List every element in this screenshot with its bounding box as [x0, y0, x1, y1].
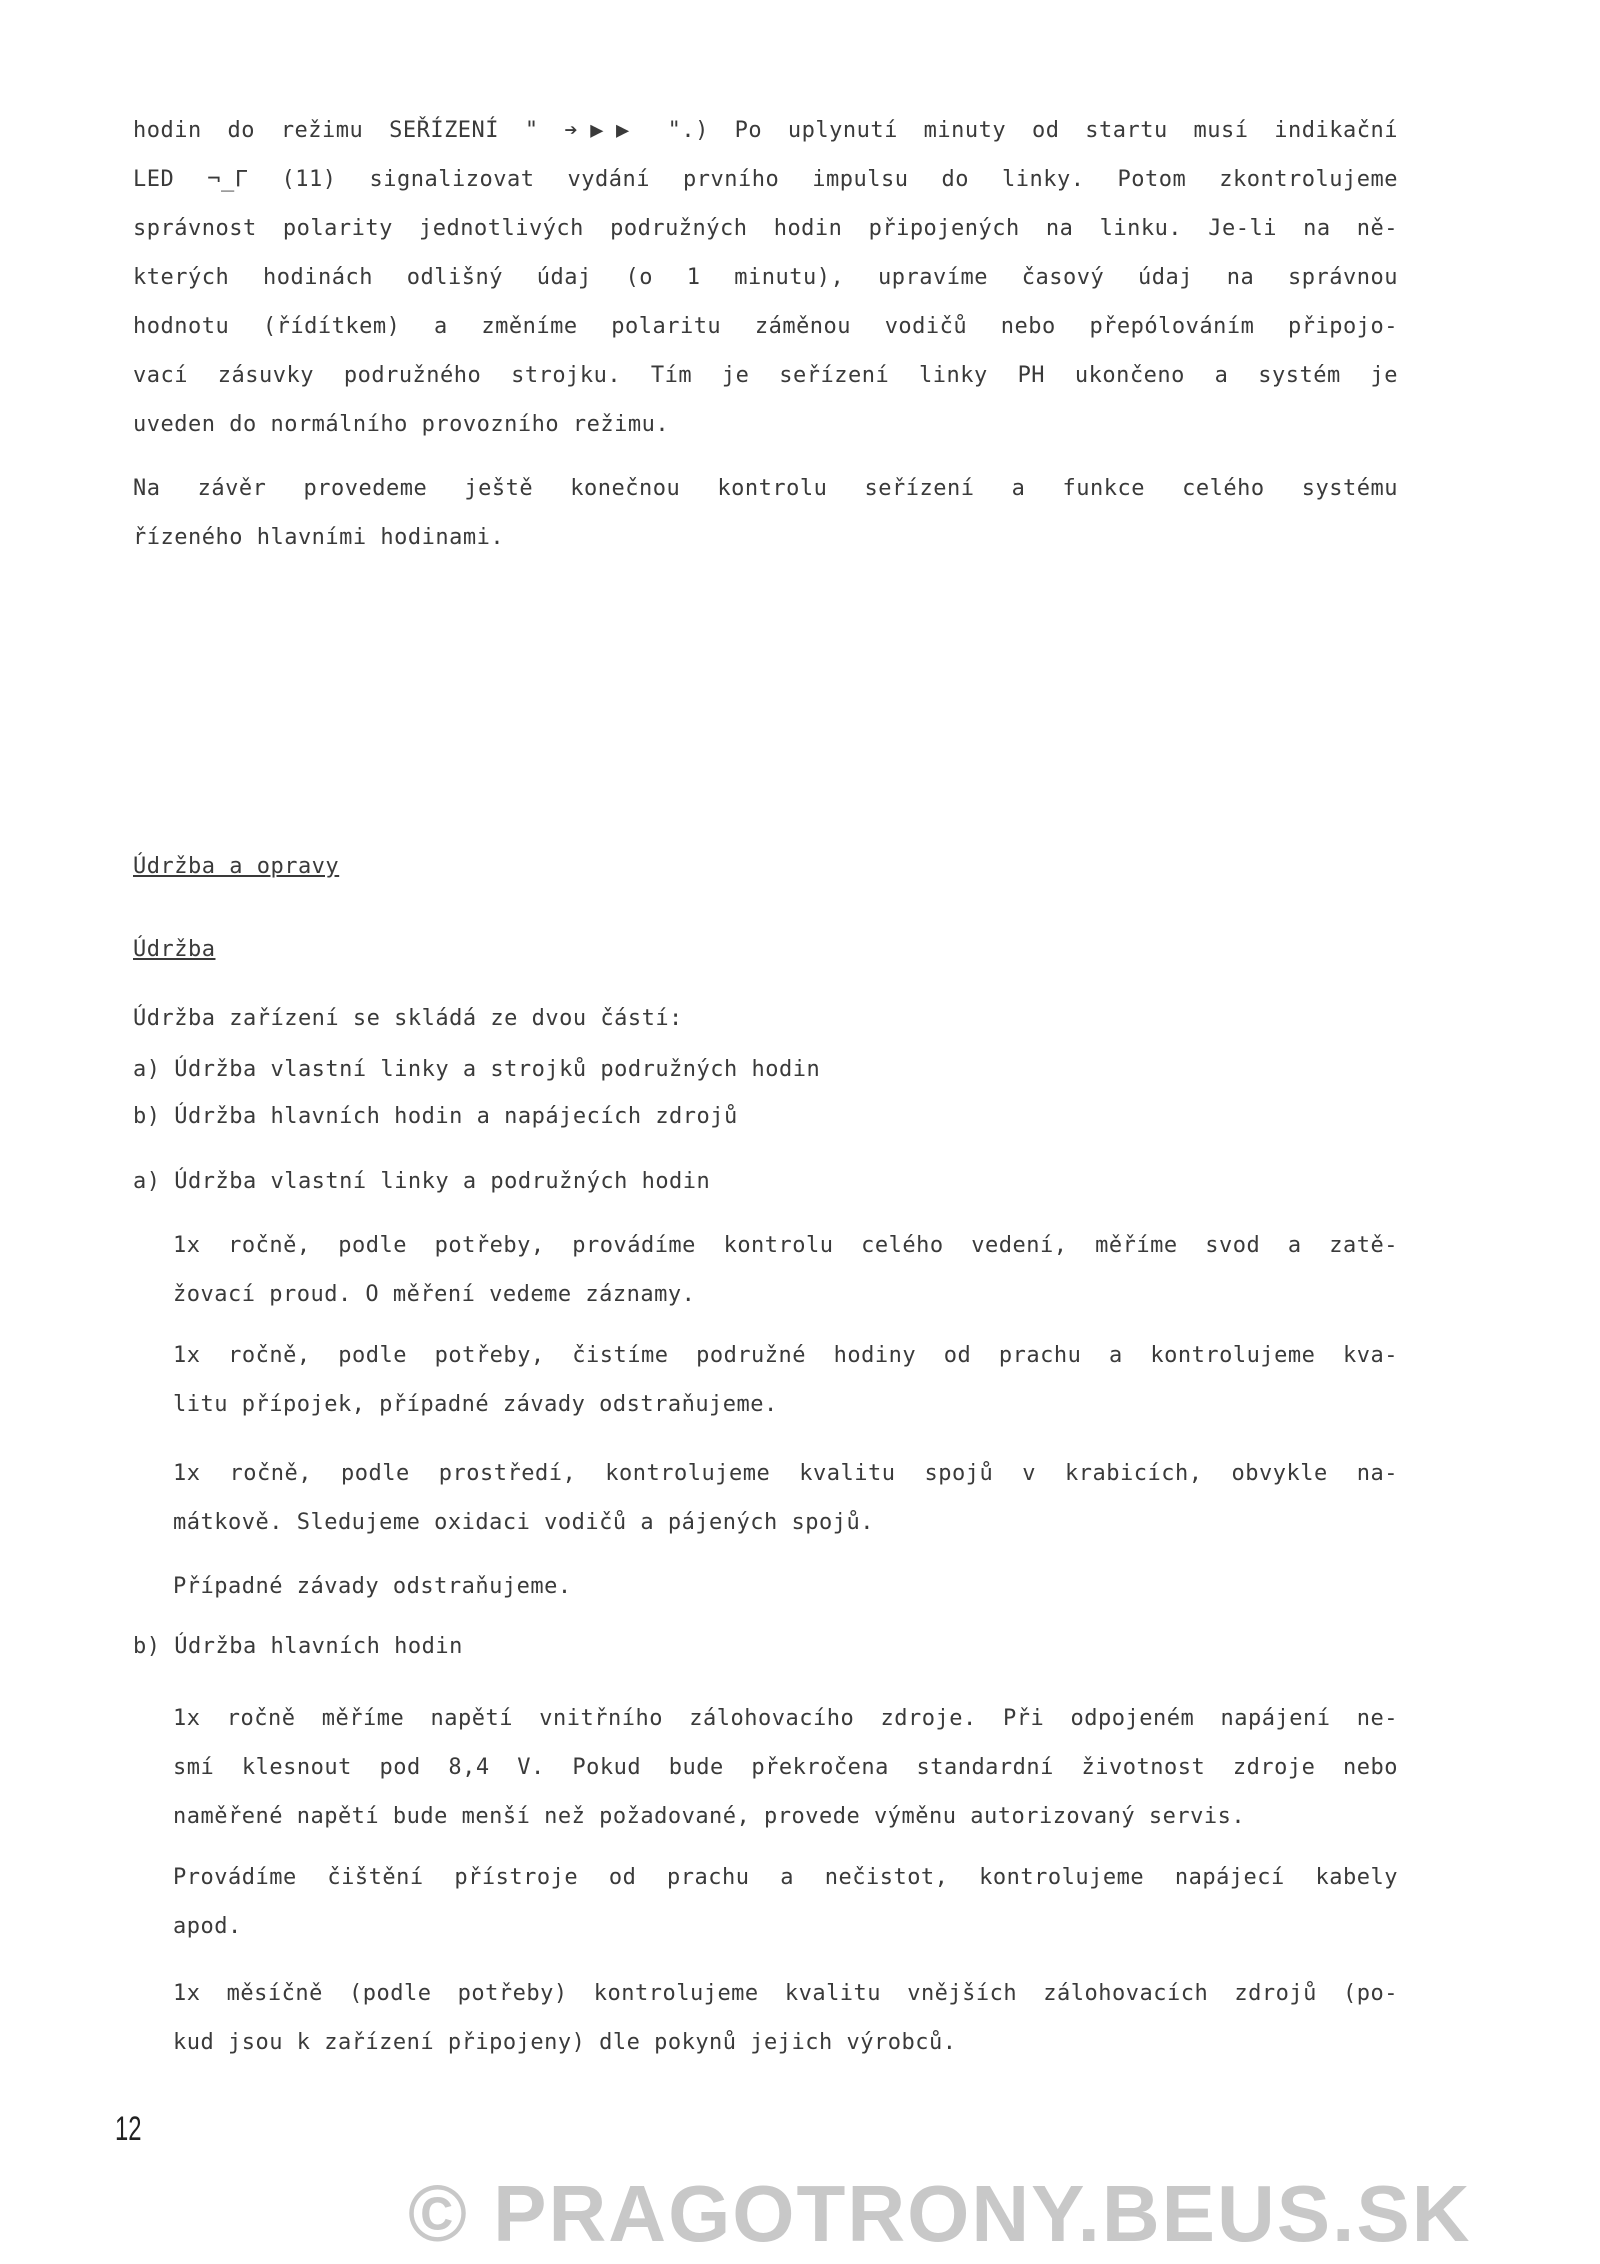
text-line: Na závěr provedeme ještě konečnou kontrolu seřízení a funkce celého systému — [133, 476, 1398, 501]
text-line: naměřené napětí bude menší než požadované, provede výměnu autorizovaný servis. — [173, 1804, 1246, 1829]
intro-text: Údržba zařízení se skládá ze dvou částí: — [133, 1006, 683, 1031]
text-line: apod. — [173, 1914, 242, 1939]
section-a-title: a) Údržba vlastní linky a podružných hodin — [133, 1169, 711, 1194]
text-line: řízeného hlavními hodinami. — [133, 525, 505, 550]
text-line: smí klesnout pod 8,4 V. Pokud bude překročena standardní životnost zdroje nebo — [173, 1755, 1398, 1780]
text-line: LED ¬_Γ (11) signalizovat vydání prvního impulsu do linky. Potom zkontrolujeme — [133, 167, 1398, 192]
text-line: Provádíme čištění přístroje od prachu a nečistot, kontrolujeme napájecí kabely — [173, 1865, 1398, 1890]
page-number: 12 — [115, 2110, 142, 2148]
text-line: kterých hodinách odlišný údaj (o 1 minutu), upravíme časový údaj na správnou — [133, 265, 1398, 290]
paragraph-a1 — [173, 1221, 1398, 1319]
paragraph-a3 — [173, 1449, 1398, 1547]
text-line: uveden do normálního provozního režimu. — [133, 412, 670, 437]
text-line: správnost polarity jednotlivých podružných hodin připojených na linku. Je-li na ně- — [133, 216, 1398, 241]
text-line: mátkově. Sledujeme oxidaci vodičů a pájených spojů. — [173, 1510, 875, 1535]
paragraph-b2 — [173, 1853, 1398, 1951]
text-line: 1x ročně, podle potřeby, čistíme podružné hodiny od prachu a kontrolujeme kva- — [173, 1343, 1398, 1368]
paragraph-b1 — [173, 1694, 1398, 1841]
paragraph-final-check — [133, 464, 1398, 562]
subheading-text: Údržba — [133, 937, 216, 962]
text-line: 1x ročně měříme napětí vnitřního zálohovacího zdroje. Při odpojeném napájení ne- — [173, 1706, 1398, 1731]
subsection-heading — [133, 925, 1398, 974]
text-line: hodnotu (řídítkem) a změníme polaritu záměnou vodičů nebo přepólováním připojo- — [133, 314, 1398, 339]
text-line: 1x měsíčně (podle potřeby) kontrolujeme kvalitu vnějších zálohovacích zdrojů (po- — [173, 1981, 1398, 2006]
paragraph-a2 — [173, 1331, 1398, 1429]
paragraph-setup-end — [133, 106, 1398, 449]
text-line: 1x ročně, podle prostředí, kontrolujeme kvalitu spojů v krabicích, obvykle na- — [173, 1461, 1398, 1486]
paragraph-a4: Případné závady odstraňujeme. — [173, 1574, 572, 1599]
heading-text: Údržba a opravy — [133, 854, 340, 879]
list-item-a: a) Údržba vlastní linky a strojků podružných hodin — [133, 1057, 821, 1082]
list-item-b: b) Údržba hlavních hodin a napájecích zdrojů — [133, 1104, 738, 1129]
paragraph-b3 — [173, 1969, 1398, 2067]
text-line: 1x ročně, podle potřeby, provádíme kontrolu celého vedení, měříme svod a zatě- — [173, 1233, 1398, 1258]
text-line: vací zásuvky podružného strojku. Tím je seřízení linky PH ukončeno a systém je — [133, 363, 1398, 388]
text-line: žovací proud. O měření vedeme záznamy. — [173, 1282, 696, 1307]
section-b-title: b) Údržba hlavních hodin — [133, 1634, 463, 1659]
section-heading — [133, 842, 1398, 891]
text-line: hodin do režimu SEŘÍZENÍ " ➔▶▶ ".) Po uplynutí minuty od startu musí indikační — [133, 118, 1398, 143]
text-line: litu přípojek, případné závady odstraňujeme. — [173, 1392, 778, 1417]
watermark: © PRAGOTRONY.BEUS.SK — [408, 2169, 1472, 2258]
text-line: kud jsou k zařízení připojeny) dle pokynů jejich výrobců. — [173, 2030, 957, 2055]
